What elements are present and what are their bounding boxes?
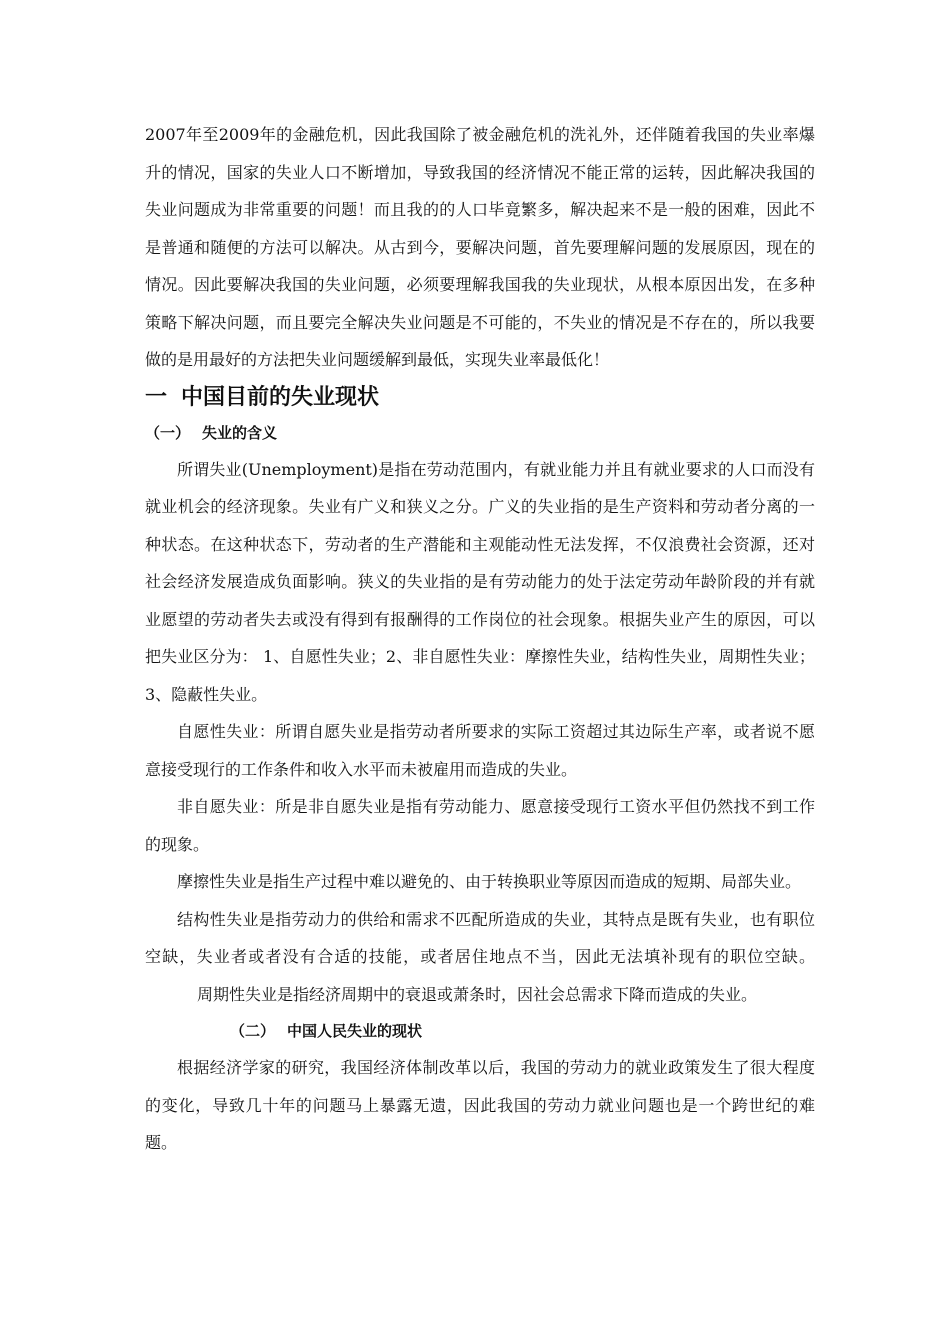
involuntary-paragraph: 非自愿失业：所是非自愿失业是指有劳动能力、愿意接受现行工资水平但仍然找不到工作的现象。	[145, 797, 815, 854]
voluntary-paragraph: 自愿性失业：所谓自愿失业是指劳动者所要求的实际工资超过其边际生产率，或者说不愿意接受现行的工作条件和收入水平而未被雇用而造成的失业。	[145, 722, 815, 779]
frictional-paragraph: 摩擦性失业是指生产过程中难以避免的、由于转换职业等原因而造成的短期、局部失业。	[177, 872, 802, 891]
structural-text: 结构性失业是指劳动力的供给和需求不匹配所造成的失业，其特点是既有失业，也有职位空缺，失业者或者没有合适的技能，或者居住地点不当，因此无法填补现有的职位空缺。	[145, 909, 815, 966]
section-title: 中国目前的失业现状	[181, 384, 380, 410]
intro-paragraph: 2007年至2009年的金融危机，因此我国除了被金融危机的洗礼外，还伴随着我国的失业率爆升的情况，国家的失业人口不断增加，导致我国的经济情况不能正常的运转，因此解决我国的失业问题成为非常重要的问题！而且我的的人口毕竟繁多，解决起来不是一般的困难，因此不是普通和随便的方法可以解决。从古到今，要解决问题，首先要理解问题的发展原因，现在的情况。因此要解决我国的失业问题，必须要理解我国我的失业现状，从根本原因出发，在多种策略下解决问题，而且要完全解决失业问题是不可能的，不失业的情况是不存在的，所以我要做的是用最好的方法把失业问题缓解到最低，实现失业率最低化！	[145, 125, 815, 369]
document-page	[145, 116, 815, 1162]
status-paragraph: 根据经济学家的研究，我国经济体制改革以后，我国的劳动力的就业政策发生了很大程度的变化，导致几十年的问题马上暴露无遗，因此我国的劳动力就业问题也是一个跨世纪的难题。	[145, 1058, 815, 1152]
section-number: 一	[145, 384, 168, 410]
subsection-title: 中国人民失业的现状	[287, 1022, 423, 1040]
subsection-number: （二）	[230, 1022, 276, 1040]
subsection-heading	[145, 1013, 815, 1049]
cyclical-text: 周期性失业是指经济周期中的衰退或萧条时，因社会总需求下降而造成的失业。	[197, 984, 758, 1004]
subsection-title: 失业的含义	[202, 423, 278, 442]
section-heading	[145, 379, 815, 415]
definition-paragraph: 所谓失业(Unemployment)是指在劳动范围内，有就业能力并且有就业要求的人口而没有就业机会的经济现象。失业有广义和狭义之分。广义的失业指的是生产资料和劳动者分离的一种状态。在这种状态下，劳动者的生产潜能和主观能动性无法发挥，不仅浪费社会资源，还对社会经济发展造成负面影响。狭义的失业指的是有劳动能力的处于法定劳动年龄阶段的并有就业愿望的劳动者失去或没有得到有报酬得的工作岗位的社会现象。根据失业产生的原因，可以把失业区分为： 1、自愿性失业；2、非自愿性失业：摩擦性失业，结构性失业，周期性失业；3、隐蔽性失业。	[145, 459, 815, 704]
structural-paragraph	[145, 901, 815, 1014]
subsection-heading	[145, 415, 815, 451]
subsection-number: （一）	[145, 423, 191, 442]
